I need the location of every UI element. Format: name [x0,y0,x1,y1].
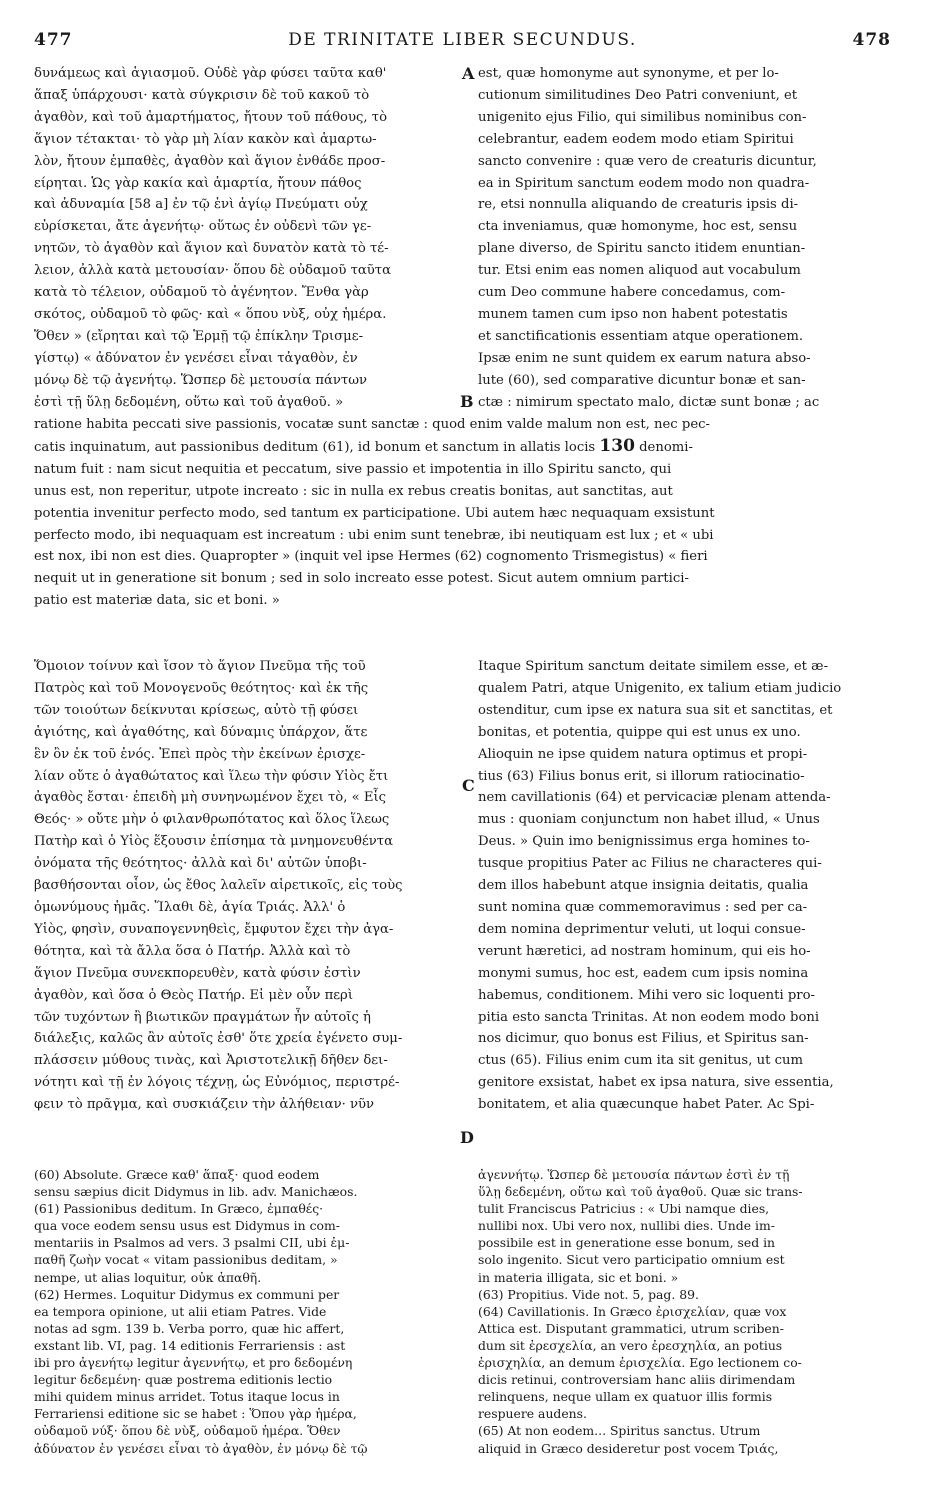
latin-line: monymi sumus, hoc est, eadem cum ipsis nomina [478,965,809,981]
paragraph-line [34,436,891,459]
footnote-line: οὐδαμοῦ νύξ· ὅπου δὲ νὺξ, οὐδαμοῦ ἡμέρα. Ὅθεν [34,1423,341,1439]
greek-line: ἅπαξ ὑπάρχουσι· κατὰ σύγκρισιν δὲ τοῦ κακοῦ τὸ [34,87,370,103]
footnote-line: (63) Propitius. Vide not. 5, pag. 89. [478,1286,699,1302]
latin-line: pitia esto sancta Trinitas. At non eodem modo boni [478,1009,820,1025]
latin-line: tusque propitius Pater ac Filius ne characteres qui- [478,856,822,872]
latin-line: ctus (65). Filius enim cum ita sit genitus, ut cum [478,1053,803,1069]
margin-marker-b: B [460,392,474,411]
footnote-line: mentariis in Psalmos ad vers. 3 psalmi CII, ubi ἐμ- [34,1235,350,1251]
footnote-line: dum sit ἐρεσχελία, an vero ἐρεσχηλία, an potius [478,1337,783,1353]
latin-line: mus : quoniam conjunctum non habet illud, « Unus [478,812,820,828]
greek-line: ὀνόματα τῆς θεότητος· ἀλλὰ καὶ δι' αὐτῶν ὑποβι- [34,856,367,872]
latin-line: genitore exsistat, habet ex ipsa natura, sive essentia, [478,1075,834,1091]
margin-marker-d: D [460,1128,474,1147]
greek-line: τῶν τοιούτων δείκνυται κρίσεως, αὐτὸ τῇ φύσει [34,702,359,718]
footnote-line: exstant lib. VI, pag. 14 editionis Ferrariensis : ast [34,1337,346,1353]
latin-line: re, etsi nonnulla aliquando de creaturis ipsis di- [478,197,799,213]
footnote-line: (62) Hermes. Loquitur Didymus ex communi per [34,1286,340,1302]
footnote-line: notas ad sgm. 139 b. Verba porro, quæ hic affert, [34,1320,345,1336]
paragraph-line-text: denomi- [639,439,693,455]
latin-line: plane diverso, de Spiritu sancto itidem enuntian- [478,241,806,257]
greek-line: ἁγιότης, καὶ ἀγαθότης, καὶ δύναμις ὑπάρχον, ἅτε [34,724,368,740]
footnote-line: respuere audens. [478,1406,587,1422]
greek-line: εὑρίσκεται, ἄτε ἀγενήτῳ· οὕτως ἐν οὐδενὶ τῶν γε- [34,219,372,235]
greek-line: λειον, ἀλλὰ κατὰ μετουσίαν· ὅπου δὲ οὐδαμοῦ ταῦτα [34,263,391,279]
latin-line: tius (63) Filius bonus erit, si illorum ratiocinatio- [478,768,805,784]
latin-column-1 [478,63,891,414]
footnote-line: παθῆ ζωὴν vocat « vitam passionibus deditam, » [34,1252,338,1268]
latin-line: cutionum similitudines Deo Patri conveniunt, et [478,87,798,103]
latin-line: est, quæ homonyme aut synonyme, et per lo- [478,66,779,81]
footnote-line: possibile est in generatione esse bonum, sed in [478,1235,776,1251]
latin-line: bonitatem, et alia quæcunque habet Pater. Ac Spi- [478,1097,815,1113]
footnotes-left [34,1166,464,1457]
greek-line: Πατρὸς καὶ τοῦ Μονογενοῦς θεότητος· καὶ ἐκ τῆς [34,680,369,696]
latin-line: ea in Spiritum sanctum eodem modo non quadra- [478,175,810,191]
latin-line: munem tamen cum ipso non habent potestatis [478,306,788,322]
paragraph-line: potentia invenitur perfecto modo, sed tantum ex participatione. Ubi autem hæc nequaquam exsistunt [34,505,715,521]
footnote-line: nullibi nox. Ubi vero nox, nullibi dies. Unde im- [478,1218,775,1234]
footnote-line: tulit Franciscus Patricius : « Ubi namque dies, [478,1201,770,1217]
footnotes-right [478,1166,891,1457]
latin-line: et sanctificationis essentiam atque operationem. [478,328,804,344]
latin-line: dem illos habebunt atque insignia deitatis, qualia [478,878,809,894]
footnote-line: nempe, ut alias loquitur, οὐκ ἀπαθῆ. [34,1269,262,1285]
footnote-line: legitur δεδεμένη· quæ postrema editionis lectio [34,1372,333,1388]
paragraph-line: natum fuit : nam sicut nequitia et peccatum, sive passio et impotentia in illo Spiritu sancto, qui [34,461,672,477]
greek-line: είρηται. Ὡς γὰρ κακία καὶ ἁμαρτία, ἤτουν πάθος [34,175,362,191]
latin-line: ctæ : nimirum spectato malo, dictæ sunt bonæ ; ac [478,394,820,410]
footnote-line: ἀγεννήτῳ. Ὥσπερ δὲ μετουσία πάντων ἐστὶ ἐν τῇ [478,1167,790,1182]
greek-line: κατὰ τὸ τέλειον, οὐδαμοῦ τὸ ἀγένητον. Ἔνθα γὰρ [34,285,369,301]
greek-line: ἅγιον Πνεῦμα συνεκπορευθὲν, κατὰ φύσιν ἐστὶν [34,965,361,981]
margin-marker-c: C [462,776,475,795]
paragraph-line-text: catis inquinatum, aut passionibus deditum (61), id bonum et sanctum in allatis locis [34,439,596,455]
paragraph-line: perfecto modo, ibi nequaquam est increatum : ubi enim sunt tenebræ, ibi neutiquam est lux ; et « ubi [34,527,714,543]
latin-line: tur. Etsi enim eas nomen aliquod aut vocabulum [478,263,801,279]
greek-column-1 [34,63,464,414]
full-width-paragraph [34,414,891,612]
greek-line: καὶ ἀδυναμία [58 a] ἐν τῷ ἑνὶ ἁγίῳ Πνεύματι οὐχ [34,197,368,213]
latin-line: nem cavillationis (64) et pervicaciæ plenam attenda- [478,790,831,806]
margin-marker-a: A [462,64,475,83]
footnote-line: in materia illigata, sic et boni. » [478,1269,679,1285]
footnote-line: mihi quidem minus arridet. Totus itaque locus in [34,1389,340,1405]
footnote-line: ibi pro ἀγενήτῳ legitur ἀγεννήτῳ, et pro δεδομένη [34,1355,353,1371]
greek-column-2 [34,656,464,1116]
greek-line: ἓν ὂν ἐκ τοῦ ἑνός. Ἐπεὶ πρὸς τὴν ἐκείνων ἐρισχε- [34,746,366,762]
footnote-line: sensu sæpius dicit Didymus in lib. adv. Manichæos. [34,1184,358,1200]
latin-line: sancto convenire : quæ vero de creaturis dicuntur, [478,153,817,169]
paragraph-line: patio est materiæ data, sic et boni. » [34,593,280,609]
greek-line: λίαν οὔτε ὁ ἀγαθώτατος καὶ ἵλεω τὴν φύσιν Υἱὸς ἔτι [34,768,389,784]
greek-line: θότητα, καὶ τὰ ἄλλα ὅσα ὁ Πατήρ. Ἀλλὰ καὶ τὸ [34,943,351,959]
page-header [34,30,891,56]
latin-line: verunt hæretici, ad nostram hominum, qui eis ho- [478,943,811,959]
latin-line: Ipsæ enim ne sunt quidem ex earum natura abso- [478,350,811,366]
greek-line: Υἱὸς, φησὶν, συναπογεννηθεὶς, ἔμφυτον ἔχει τὴν ἀγα- [34,921,394,937]
page-number-right: 478 [852,30,891,50]
latin-line: Deus. » Quin imo benignissimus erga homines to- [478,834,810,850]
greek-line: ἐστὶ τῇ ὕλῃ δεδομένη, οὕτω καὶ τοῦ ἀγαθοῦ. » [34,394,344,410]
greek-line: Θεός· » οὔτε μὴν ὁ φιλανθρωπότατος καὶ ὅλος ἵλεως [34,812,390,828]
latin-line: nos dicimur, quo bonus est Filius, et Spiritus san- [478,1031,809,1047]
footnote-line: ea tempora opinione, ut alii etiam Patres. Vide [34,1303,327,1319]
latin-line: unigenito ejus Filio, qui similibus nominibus con- [478,109,807,125]
latin-line: habemus, conditionem. Mihi vero sic loquenti pro- [478,987,815,1003]
greek-line: μόνῳ δὲ τῷ ἀγενήτῳ. Ὥσπερ δὲ μετουσία πάντων [34,372,367,388]
latin-line: cta inveniamus, quæ homonyme, hoc est, sensu [478,219,798,235]
greek-line: βασθήσονται οἷον, ὡς ἔθος λαλεῖν αἱρετικοῖς, εἰς τοὺς [34,878,403,894]
footnote-line: ἐρισχηλία, an demum ἐρισχελία. Ego lectionem co- [478,1355,802,1371]
footnote-line: relinquens, neque ullam ex quatuor illis formis [478,1389,773,1405]
greek-line: νητῶν, τὸ ἀγαθὸν καὶ ἅγιον καὶ δυνατὸν κατὰ τὸ τέ- [34,241,389,257]
paragraph-line: ratione habita peccati sive passionis, vocatæ sunt sanctæ : quod enim valde malum non est, nec pec- [34,417,710,432]
column-number: 130 [599,435,635,456]
latin-line: Alioquin ne ipse quidem natura optimus et propi- [478,746,808,762]
footnote-line: aliquid in Græco desideretur post vocem Τριάς, [478,1440,779,1456]
footnote-line: Ferrariensi editione sic se habet : Ὅπου γὰρ ἡμέρα, [34,1406,357,1422]
latin-line: sunt nomina quæ commemoravimus : sed per ca- [478,899,808,915]
latin-line: lute (60), sed comparative dicuntur bonæ et san- [478,372,806,388]
footnote-line: (65) At non eodem... Spiritus sanctus. Utrum [478,1423,761,1439]
greek-line: Ὅθεν » (εἴρηται καὶ τῷ Ἑρμῇ τῷ ἐπίκλην Τρισμε- [34,328,364,344]
greek-line: νότητι καὶ τῇ ἐν λόγοις τέχνῃ, ὡς Εὐνόμιος, περιστρέ- [34,1075,400,1091]
latin-column-2 [478,656,891,1116]
running-title: DE TRINITATE LIBER SECUNDUS. [288,30,637,50]
footnote-line: (64) Cavillationis. In Græco ἐρισχελίαν, quæ vox [478,1303,787,1319]
latin-line: celebrantur, eadem eodem modo etiam Spiritui [478,131,794,147]
footnote-line: Attica est. Disputant grammatici, utrum scriben- [478,1320,784,1336]
greek-line: διάλεξις, καλῶς ἂν αὐτοῖς ἐσθ' ὅτε χρεία ἐγένετο συμ- [34,1031,403,1047]
greek-line: Πατὴρ καὶ ὁ Υἱὸς ἕξουσιν ἐπίσημα τὰ μνημονευθέντα [34,834,393,850]
greek-line: ἀγαθὸν, καὶ ὅσα ὁ Θεὸς Πατήρ. Εἰ μὲν οὖν περὶ [34,987,353,1003]
greek-line: ὁμωνύμους ἡμᾶς. Ἵλαθι δὲ, ἁγία Τριάς. Ἀλλ' ὁ [34,899,346,915]
greek-line: ἀγαθὸς ἔσται· ἐπειδὴ μὴ συνηνωμένον ἔχει τὸ, « Εἷς [34,790,387,806]
paragraph-line: unus est, non reperitur, utpote increato : sic in nulla ex rebus creatis bonitas, aut sanctitas, aut [34,483,673,499]
paragraph-line: est nox, ibi non est dies. Quapropter » (inquit vel ipse Hermes (62) cognomento Trismegistus) « fieri [34,549,708,565]
greek-line: δυνάμεως καὶ ἁγιασμοῦ. Οὐδὲ γὰρ φύσει ταῦτα καθ' [34,66,387,81]
greek-line: λὸν, ἤτουν ἐμπαθὲς, ἀγαθὸν καὶ ἅγιον ἐνθάδε προσ- [34,153,386,169]
latin-line: cum Deo commune habere concedamus, com- [478,285,786,301]
greek-line: ἅγιον τέτακται· τὸ γὰρ μὴ λίαν κακὸν καὶ ἁμαρτω- [34,131,377,147]
footnote-line: (61) Passionibus deditum. In Græco, ἐμπαθές· [34,1201,324,1217]
footnote-line: solo ingenito. Sicut vero participatio omnium est [478,1252,785,1268]
paragraph-line: nequit ut in generatione sit bonum ; sed in solo increato esse potest. Sicut autem omnium partici- [34,571,689,587]
latin-line: ostenditur, cum ipse ex natura sua sit et sanctitas, et [478,702,833,718]
footnote-line: qua voce eodem sensu usus est Didymus in com- [34,1218,340,1234]
footnote-line: dicis retinui, controversiam hanc aliis dirimendam [478,1372,796,1388]
greek-line: τῶν τυχόντων ἢ βιωτικῶν πραγμάτων ἦν αὐτοῖς ἡ [34,1009,371,1025]
greek-line: γίστῳ) « ἀδύνατον ἐν γενέσει εἶναι τἀγαθὸν, ἐν [34,350,358,366]
greek-line: φειν τὸ πρᾶγμα, καὶ συσκιάζειν τὴν ἀλήθειαν· νῦν [34,1097,375,1113]
latin-line: qualem Patri, atque Unigenito, ex talium etiam judicio [478,680,842,696]
footnote-line: ἀδύνατον ἐν γενέσει εἶναι τὸ ἀγαθὸν, ἐν μόνῳ δὲ τῷ [34,1440,368,1456]
greek-line: σκότος, οὐδαμοῦ τὸ φῶς· καὶ « ὅπου νὺξ, οὐχ ἡμέρα. [34,306,387,322]
greek-line: πλάσσειν μύθους τινὰς, καὶ Ἀριστοτελικῇ δῆθεν δει- [34,1053,388,1069]
footnote-line: (60) Absolute. Græce καθ' ἅπαξ· quod eodem [34,1167,320,1182]
latin-line: Itaque Spiritum sanctum deitate similem esse, et æ- [478,659,829,674]
latin-line: bonitas, et potentia, quippe qui est unus ex uno. [478,724,801,740]
greek-line: Ὅμοιον τοίνυν καὶ ἴσον τὸ ἅγιον Πνεῦμα τῆς τοῦ [34,659,366,674]
footnote-line: ὕλῃ δεδεμένη, οὕτω καὶ τοῦ ἀγαθοῦ. Quæ sic trans- [478,1184,803,1200]
latin-line: dem nomina deprimentur veluti, ut loqui consue- [478,921,806,937]
page-number-left: 477 [34,30,73,50]
greek-line: ἀγαθὸν, καὶ τοῦ ἁμαρτήματος, ἤτουν τοῦ πάθους, τὸ [34,109,388,125]
